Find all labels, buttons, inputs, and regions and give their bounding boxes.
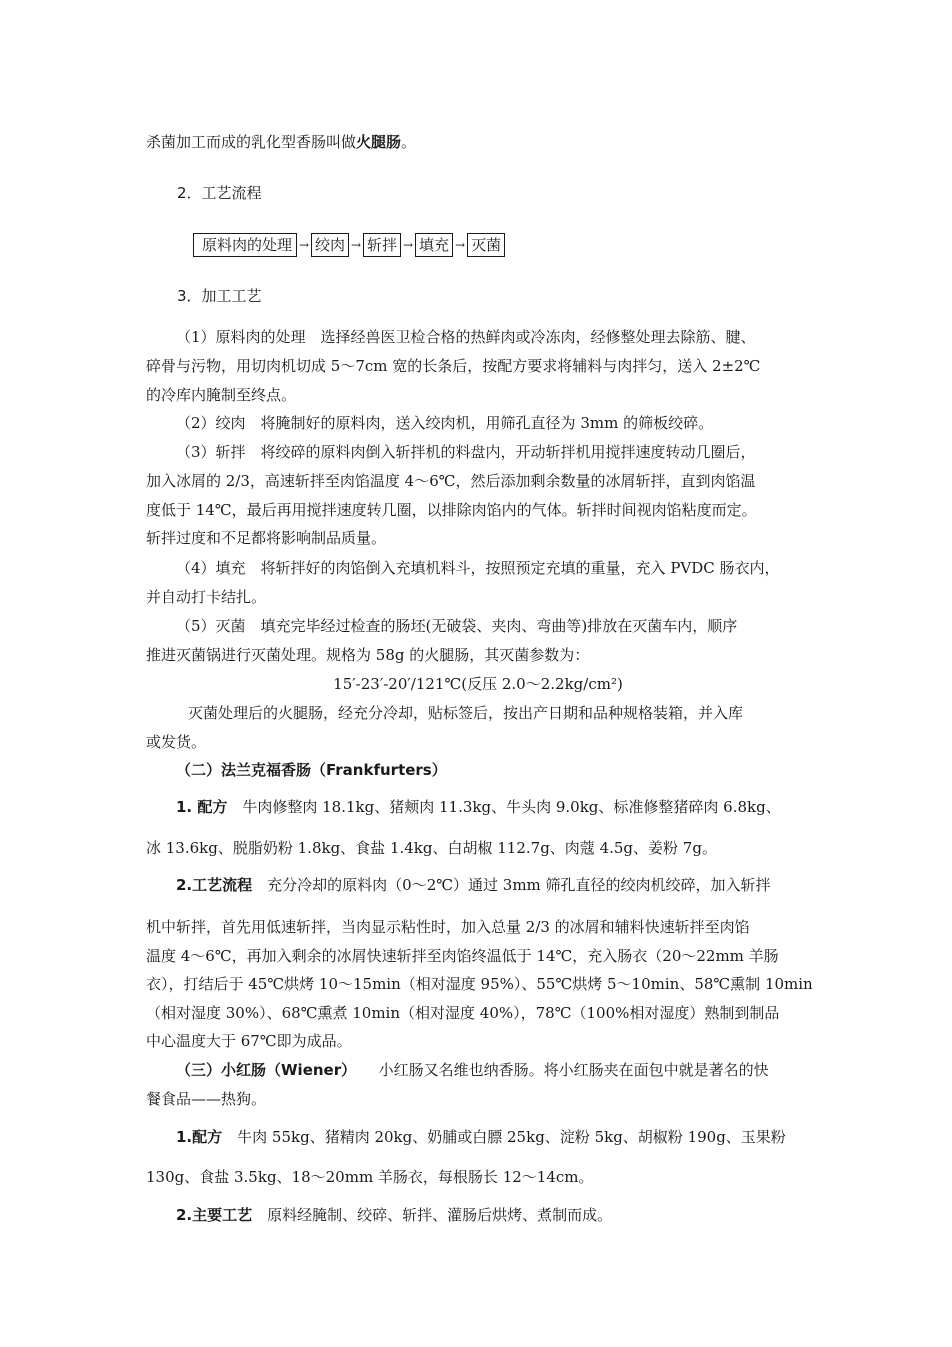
flow-step-filling: 填充 [415,233,453,257]
intro-line [146,131,810,153]
paragraph-line: 灭菌处理后的火腿肠，经充分冷却，贴标签后，按出产日期和品种规格装箱，并入库 [188,704,744,722]
flow-arrow-icon: → [455,238,466,252]
flow-step-sterilization: 灭菌 [467,233,505,257]
wiener-intro-text: 小红肠又名维也纳香肠。将小红肠夹在面包中就是著名的快 [378,1061,769,1079]
paragraph-line: 冰 13.6kg、脱脂奶粉 1.8kg、食盐 1.4kg、白胡椒 112.7g、肉蔻 4.5g、姜粉 7g。 [146,839,717,857]
recipe-label: 1. 配方 [176,798,228,816]
paragraph-line: （5）灭菌 填充完毕经过检查的肠坯(无破袋、夹肉、弯曲等)排放在灭菌车内，顺序 [176,617,738,635]
recipe-text: 牛肉 55kg、猪精肉 20kg、奶脯或白膘 25kg、淀粉 5kg、胡椒粉 190g、玉果粉 [237,1128,786,1146]
paragraph-line: 并自动打卡结扎。 [146,588,267,606]
intro-period: 。 [401,133,417,151]
paragraph-line: 的冷库内腌制至终点。 [146,386,297,404]
wiener-recipe-line [176,1126,810,1148]
paragraph-line: 推进灭菌锅进行灭菌处理。规格为 58g 的火腿肠，其灭菌参数为： [146,646,590,664]
paragraph-line: （相对湿度 30%）、68℃熏煮 10min（相对湿度 40%），78℃（100%相对湿度）熟制到制品 [146,1004,780,1022]
frankfurter-recipe-line [176,796,810,818]
paragraph-line: 加入冰屑的 2/3，高速斩拌至肉馅温度 4～6℃，然后添加剩余数量的冰屑斩拌，直到肉馅温 [146,472,756,490]
paragraph-line: 或发货。 [146,733,207,751]
paragraph-line: （2）绞肉 将腌制好的原料肉，送入绞肉机，用筛孔直径为 3mm 的筛板绞碎。 [176,414,714,432]
flow-text: 充分冷却的原料肉（0～2℃）通过 3mm 筛孔直径的绞肉机绞碎，加入斩拌 [267,876,771,894]
flow-step-chopping: 斩拌 [363,233,401,257]
paragraph-line: （4）填充 将斩拌好的肉馅倒入充填机料斗，按照预定充填的重量，充入 PVDC 肠衣内， [176,559,780,577]
flow-step-mincing: 绞肉 [311,233,349,257]
flow-arrow-icon: → [403,238,414,252]
intro-text: 杀菌加工而成的乳化型香肠叫做 [146,133,357,151]
heading-process: 2．工艺流程 [177,184,262,202]
paragraph-line: 130g、食盐 3.5kg、18～20mm 羊肠衣，每根肠长 12～14cm。 [146,1168,594,1186]
heading-frankfurters: （二）法兰克福香肠（Frankfurters） [176,761,447,779]
heading-wiener: （三）小红肠（Wiener） [176,1061,349,1079]
wiener-intro-line [176,1059,810,1081]
paragraph-line: 中心温度大于 67℃即为成品。 [146,1032,352,1050]
recipe-label: 1.配方 [176,1128,223,1146]
wiener-main-line [176,1204,810,1226]
paragraph-line: 斩拌过度和不足都将影响制品质量。 [146,529,387,547]
paragraph-line: 温度 4～6℃，再加入剩余的冰屑快速斩拌至肉馅终温低于 14℃，充入肠衣（20～22mm 羊肠 [146,947,779,965]
paragraph-line: 机中斩拌，首先用低速斩拌，当肉显示粘性时，加入总量 2/3 的冰屑和辅料快速斩拌至肉馅 [146,918,750,936]
paragraph-line: （1）原料肉的处理 选择经兽医卫检合格的热鲜肉或冷冻肉，经修整处理去除筋、腱、 [176,328,756,346]
heading-craft: 3．加工工艺 [177,287,262,305]
paragraph-line: 衣），打结后于 45℃烘烤 10～15min（相对湿度 95%）、55℃烘烤 5～10min、58℃熏制 10min [146,975,813,993]
main-process-text: 原料经腌制、绞碎、斩拌、灌肠后烘烤、煮制而成。 [267,1206,613,1224]
main-process-label: 2.主要工艺 [176,1206,253,1224]
frankfurter-flow-line [176,874,810,896]
paragraph-line: 餐食品——热狗。 [146,1090,267,1108]
process-flow-diagram [193,232,505,258]
paragraph-line: （3）斩拌 将绞碎的原料肉倒入斩拌机的料盘内，开动斩拌机用搅拌速度转动几圈后， [176,443,756,461]
paragraph-line: 度低于 14℃，最后再用搅拌速度转几圈，以排除肉馅内的气体。斩拌时间视肉馅粘度而定。 [146,501,757,519]
recipe-text: 牛肉修整肉 18.1kg、猪颊肉 11.3kg、牛头肉 9.0kg、标准修整猪碎肉 6.8kg、 [242,798,781,816]
flow-arrow-icon: → [351,238,362,252]
flow-label: 2.工艺流程 [176,876,253,894]
paragraph-line: 碎骨与污物，用切肉机切成 5～7cm 宽的长条后，按配方要求将辅料与肉拌匀，送入 2±2℃ [146,357,761,375]
flow-arrow-icon: → [298,238,310,252]
term-ham-sausage: 火腿肠 [356,133,402,151]
flow-step-raw-meat: 原料肉的处理 [193,233,297,257]
sterilization-formula: 15′-23′-20′/121℃(反压 2.0～2.2kg/cm²) [333,675,623,693]
